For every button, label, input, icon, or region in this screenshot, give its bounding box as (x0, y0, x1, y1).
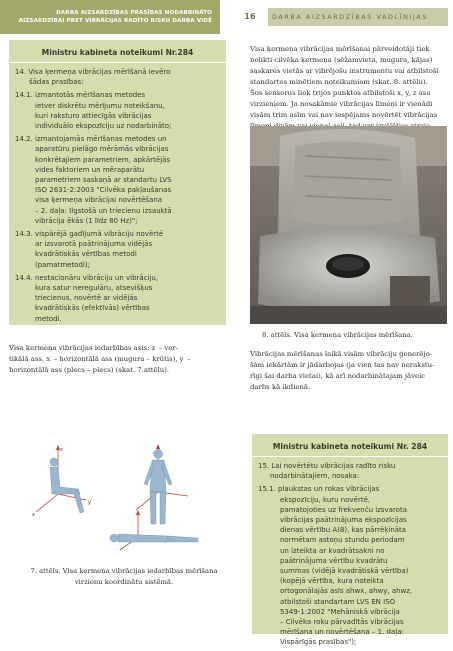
page-number: 16 (244, 12, 256, 21)
figure-7-caption (9, 566, 239, 588)
page-header (0, 0, 453, 34)
regulation-line: paātrinājuma vērtību kvadrātu (280, 556, 388, 565)
regulation-line: kuri raksturo attiecīgās vibrācijas (35, 111, 152, 120)
regulation-line: šādas prasības: (29, 78, 84, 87)
regulation-item (252, 484, 448, 650)
text-line: saskares vietās ar vibrējošu instrumentu vai atbilstoši (250, 67, 439, 75)
regulation-line: ortogonālajās asīs ahwx, ahwy, ahwz, (280, 587, 413, 596)
regulation-line: 14.1. izmantotās mērīšanas metodes (15, 91, 146, 100)
regulation-box-15 (252, 434, 448, 647)
text-line: visām trim asīm vai nav iespējams novērtēt vibrācijas (250, 111, 438, 119)
axis-arrowheads (56, 444, 160, 515)
box-divider (252, 456, 448, 457)
axis-diagram-figure (28, 442, 208, 557)
standing-person-figure (144, 450, 172, 525)
regulation-line: 14.3. vispārējā gadījumā vibrāciju novērtē (15, 230, 164, 239)
regulation-item (9, 67, 226, 90)
regulation-line: 5349-1:2002 "Mehāniskā vibrācija (280, 607, 400, 616)
car-seat-image (250, 126, 447, 324)
figure-8-caption: 8. attēls. Visa ķermeņa vibrācijas mērīšana. (262, 331, 413, 339)
regulation-line: vibrācija ēkās (1 līdz 80 Hz)"; (35, 216, 138, 225)
regulation-item (9, 90, 226, 134)
text-line: rīgi šai darba vietai), kā arī nodarbinātajam jāveic (250, 372, 426, 380)
regulation-line: ISO 2631-2:2003 "Cilvēka pakļaušanas (35, 186, 172, 195)
regulation-line: mērīšana un novērtēšana – 1. daļa: (280, 628, 404, 637)
header-section-title: DARBA AIZSARDZĪBAS VADLĪNIJAS (268, 8, 448, 26)
regulation-line: 14.2. izmantojamās mērīšanas metodes un (15, 135, 167, 144)
text-line: horizontālā ass (plecs – plecs) (skat. 7.attēlu). (9, 366, 170, 374)
header-running-title (0, 0, 220, 34)
regulation-line: ekspozīciju, kuru novērtē, (280, 495, 371, 504)
regulation-line: vides faktoriem un mēraparātu (35, 165, 145, 174)
regulation-item (252, 461, 448, 484)
text-line: darbs kā ikdienā. (250, 383, 311, 391)
regulation-line: visa ķermeņa vibrācijai novērtēšana (35, 196, 163, 205)
body-text-measurement-conditions (250, 349, 450, 393)
regulation-box-14 (9, 40, 226, 325)
regulation-line: 15. Lai novērtētu vibrācijas radīto risku (258, 462, 396, 470)
regulation-line: summas (vidējā kvadrātiskā vērtība) (280, 567, 409, 576)
regulation-line: 14. Visa ķermeņa vibrācijas mērīšanā ievēro (15, 68, 171, 76)
regulation-box-title: Ministru kabineta noteikumi Nr.284 (41, 48, 194, 57)
axis-label-z: z (60, 447, 63, 453)
text-line: Šos sensorus liek trijos punktos atbilstoši x, y, z asu (250, 89, 431, 97)
regulation-line: normētam astoņu stundu periodam (280, 536, 405, 545)
regulation-items (9, 67, 226, 327)
text-line: standartos minētiem noteikumiem (skat. 8. attēlu). (250, 78, 428, 86)
regulation-line: 14.4. nestacionāru vibrāciju un vibrāciju, (15, 273, 159, 282)
text-line: nolikti cilvēka ķermeņa (sēžamvieta, mugura, kājas) (250, 56, 433, 64)
text-line: šām iekārtām ir jādarbojas (ja vien tas nav nerakstu- (250, 361, 435, 369)
regulation-box-title: Ministru kabineta noteikumi Nr. 284 (272, 442, 428, 451)
regulation-line: konkrētajiem parametriem, apkārtējās (35, 155, 171, 164)
regulation-item (9, 134, 226, 229)
axis-label-x: x (32, 512, 35, 518)
sitting-person-figure (50, 458, 84, 513)
lying-person-figure (110, 534, 198, 542)
regulation-line: un izteikta ar kvadrātsakni no (280, 546, 385, 555)
regulation-line: kvadrātiskās vērtības metodi (35, 250, 137, 259)
regulation-line: vibrācijas paātrinājuma ekspozīcijas (280, 516, 407, 525)
regulation-line: pamatojoties uz frekvenču izsvarota (280, 505, 407, 514)
regulation-line: dienas vērtību A(8), kas pārrēķināta (280, 526, 407, 535)
text-line: Visa ķermeņa vibrācijas iedarbības asis: z – ver- (9, 344, 179, 352)
regulation-line: (pamatmetodi); (35, 260, 90, 269)
regulation-line: nodarbinātajiem, nosaka: (270, 472, 360, 481)
header-line-1: DARBA AIZSARDZĪBAS PRASĪBAS NODARBINĀTO (56, 10, 212, 16)
regulation-line: – Cilvēka roku pārvadītās vibrācijas (280, 618, 404, 627)
header-line-2: AIZSARDZĪBAI PRET VIBRĀCIJAS RADĪTO RISKU DARBA VIDĒ (18, 18, 212, 24)
regulation-line: parametriem saskaņā ar standartu LVS (35, 176, 172, 185)
regulation-line: atbilstoši standartam LVS EN ISO (280, 597, 396, 606)
regulation-line: individuālo ekspozīciju uz nodarbināto; (35, 122, 172, 131)
box-divider (9, 62, 226, 63)
regulation-line: 15.1. plaukstas un rokas vibrācijas (258, 485, 380, 494)
regulation-line: Vispārīgās prasības"); (280, 638, 357, 647)
text-line: Vibrācijas mērīšanas laikā visām vibrāciju ģenerējo- (250, 350, 433, 358)
regulation-line: ar izsvarotā paātrinājuma vidējās (35, 240, 153, 249)
regulation-line: triecienus, novērtē ar vidējās (35, 294, 138, 303)
regulation-line: – 2. daļa: Ilgstošā un triecienu izsauktā (35, 206, 172, 215)
body-text-axes (9, 343, 229, 376)
regulation-line: metodi. (35, 314, 62, 323)
figure-7-caption-line-1: 7. attēls. Visa ķermeņa vibrācijas iedarbības mērīšana (30, 567, 218, 575)
regulation-line: (kopējā vērtība, kura noteikta (280, 577, 384, 586)
regulation-items (252, 461, 448, 651)
regulation-item (9, 229, 226, 273)
regulation-line: ietver diskrētu mērījumu noteikšanu, (35, 101, 165, 110)
regulation-line: kvadrātiskās (efektīvās) vērtības (35, 304, 150, 313)
figure-7-caption-line-2: virzienu koordinātu sistēmā. (74, 578, 174, 586)
regulation-line: kura satur neregulāru, atsevišķus (35, 284, 153, 293)
regulation-item (9, 273, 226, 327)
text-line: tikālā ass, x – horizontālā ass (mugura – krūtis), y – (9, 355, 191, 363)
regulation-line: aparatūru pielāgo mērāmās vibrācijas (35, 145, 169, 154)
axis-label-y: y (88, 500, 91, 506)
seat-vibration-photo (250, 126, 447, 324)
text-line: virzieniem. Ja nosakāmie vibrācijas līmeņi ir vienādi (250, 100, 433, 108)
text-line: Visa ķermeņa vibrācijas mērīšanai pārveidotāji tiek (250, 45, 430, 53)
